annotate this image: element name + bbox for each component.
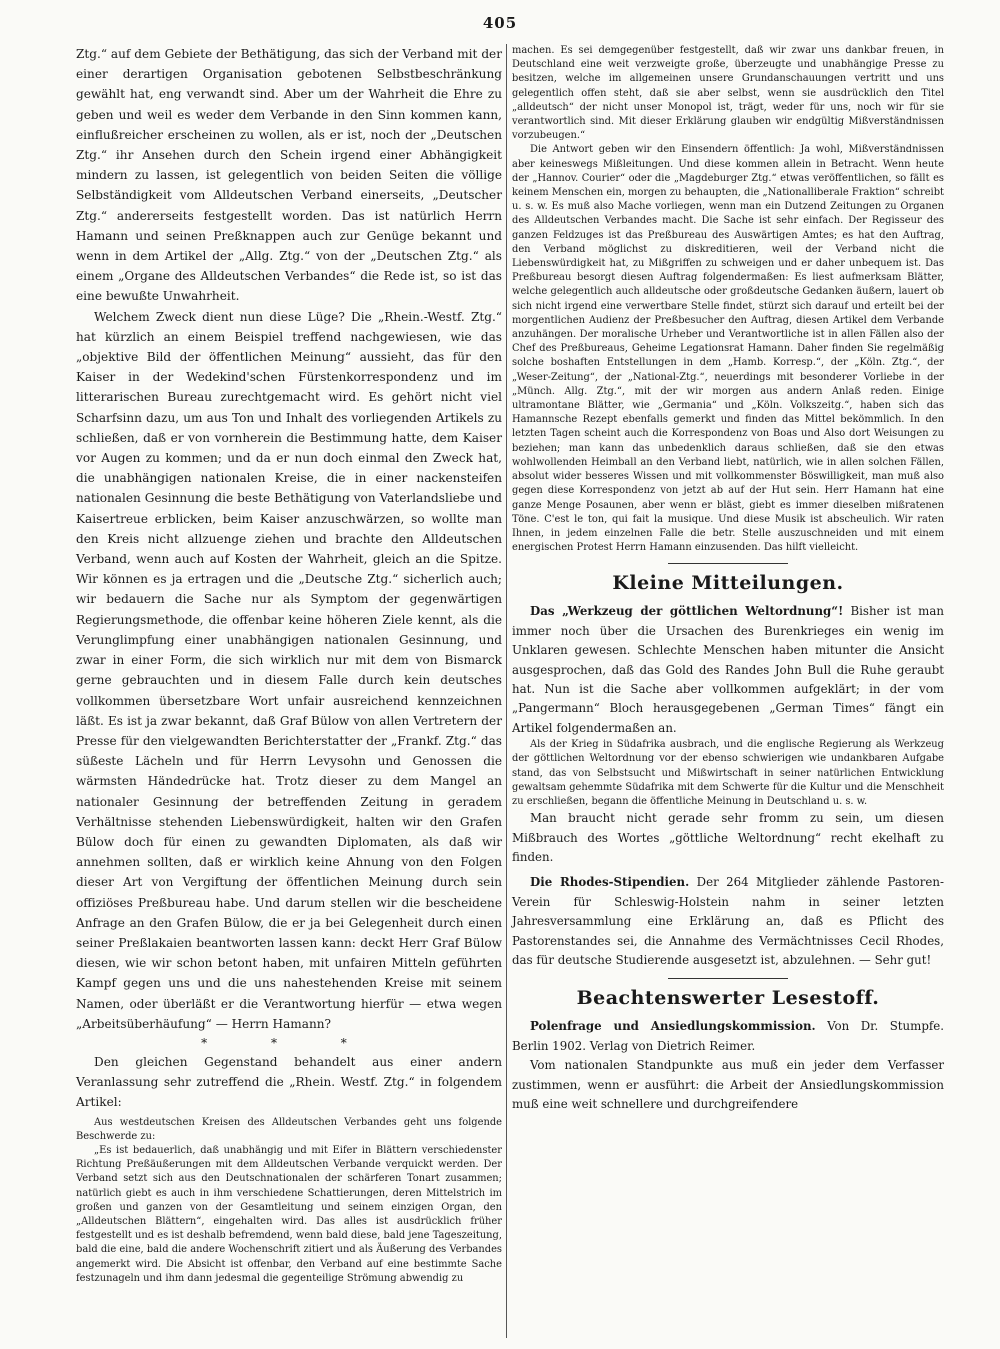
right-column (512, 44, 944, 1114)
paragraph: Den gleichen Gegenstand behandelt aus einer andern Veranlassung sehr zutreffend die „Rhein. Westf. Ztg.“ in folgendem Artikel: (76, 1054, 502, 1110)
quoted-text: Als der Krieg in Südafrika ausbrach, und die englische Regierung als Werkzeug der göttlichen Weltordnung vor der ebenso schwierigen wie undankbaren Aufgabe stand, das von Selbstsucht und Mißwirtschaft in seiner natürlichen Entwicklung gewaltsam gehemmte Südafrika mit dem Schwerte für die Kultur und die Menschheit zu erschließen, begann die öffentliche Meinung in Deutschland u. s. w. (512, 739, 944, 807)
paragraph: Vom nationalen Standpunkte aus muß ein jeder dem Verfasser zustimmen, wenn er ausführt: die Arbeit der Ansiedlungskommission muß eine weit schnellere und durchgreifendere (512, 1058, 944, 1112)
section-separator: * * * (201, 1035, 377, 1050)
page-number: 405 (482, 14, 518, 32)
news-item-text: Bisher ist man immer noch über die Ursachen des Burenkrieges ein wenig im Unklaren gewesen. Schlechte Menschen haben mitunter die Ansicht ausgesprochen, daß das Gold des Randes John Bull die Ruhe geraubt hat. Nun ist die Sache aber vollkommen aufgeklärt; in der vom „Pangermann“ Bloch herausgegebenen „German Times“ fängt ein Artikel folgendermaßen an. (512, 604, 944, 735)
news-item-text: Der 264 Mitglieder zählende Pastoren-Verein für Schleswig-Holstein nahm in seiner letzten Jahresversammlung eine Erklärung an, daß es Pflicht des Pastorenstandes sei, die Annahme des Vermächtnisses Cecil Rhodes, das für deutsche Studierende ausgesetzt ist, abzulehnen. — Sehr gut! (512, 875, 944, 968)
book-title: Polenfrage und Ansiedlungskommission. (530, 1019, 816, 1034)
section-heading: Beachtenswerter Lesestoff. (576, 987, 880, 1010)
paragraph: Welchem Zweck dient nun diese Lüge? Die „Rhein.-Westf. Ztg.“ hat kürzlich an einem Beispiel treffend nachgewiesen, wie das „objektive Bild der öffentlichen Meinung“ aussieht, das für den Kaiser in der Wedekind'schen Fürstenkorrespondenz und im litterarischen Bureau zurechtgemacht wird. Es gehört nicht viel Scharfsinn dazu, um aus Ton und Inhalt des vorliegenden Artikels zu schließen, daß er von vornherein die Bestimmung hatte, dem Kaiser vor Augen zu kommen; und da er nun doch einmal den Zweck hat, die unabhängigen nationalen Kreise, die in einer nackensteifen nationalen Gesinnung die beste Bethätigung von Vaterlandsliebe und Kaisertreue erblicken, beim Kaiser anzuschwärzen, so wollte man den Kreis nicht allzuenge ziehen und brachte den Alldeutschen Verband, wenn auch auf Kosten der Wahrheit, gleich an die Spitze. Wir können es ja ertragen und die „Deutsche Ztg.“ sicherlich auch; wir bedauern die Sache nur als Symptom der gegenwärtigen Regierungsmethode, die offenbar keine höheren Ziele kennt, als die Verunglimpfung einer unabhängigen nationalen Gesinnung, und zwar in einer Form, die sich wirklich nur mit dem von Bismarck gerne gebrauchten und in diesem Falle durch kein deutsches vollkommen übersetzbare Wort unfair ausreichend kennzeichnen läßt. Es ist ja zwar bekannt, daß Graf Bülow von allen Vertretern der Presse für den vielgewandten Berichterstatter der „Frankf. Ztg.“ das süßeste Lächeln und für Herrn Levysohn und Genossen die wärmsten Händedrücke hat. Trotz dieser zu dem Mangel an nationaler Gesinnung der betreffenden Zeitung in geradem Verhältnisse stehenden Liebenswürdigkeit, halten wir den Grafen Bülow doch für einen zu gewandten Diplomaten, als daß wir annehmen sollten, daß er wirklich keine Ahnung von den Folgen dieser Art von Vergiftung der öffentlichen Meinung durch sein offiziöses Preßbureau habe. Und darum stellen wir die bescheidene Anfrage an den Grafen Bülow, die er ja bei Gelegenheit durch einen seiner Preßlakaien beantworten lassen kann: deckt Herr Graf Bülow diesen, wie wir schon betont haben, mit unfairen Mitteln geführten Kampf gegen uns und die uns nahestehenden Kreise mit seinem Namen, oder überläßt er die Verantwortung hierfür — etwa wegen „Arbeitsüberhäufung“ — Herrn Hamann? (76, 309, 502, 1031)
book-entry (512, 1017, 944, 1056)
section-heading: Kleine Mitteilungen. (612, 572, 844, 595)
paragraph: Man braucht nicht gerade sehr fromm zu sein, um diesen Mißbrauch des Wortes „göttliche Weltordnung“ recht ekelhaft zu finden. (512, 811, 944, 864)
book-meta: Von Dr. Stumpfe. Berlin 1902. Verlag von Dietrich Reimer. (512, 1019, 944, 1053)
column-divider (506, 44, 507, 1338)
left-column (76, 44, 502, 1286)
news-item-title: Das „Werkzeug der göttlichen Weltordnung“! (530, 604, 844, 619)
divider (668, 563, 788, 564)
quoted-text: Die Antwort geben wir den Einsendern öffentlich: Ja wohl, Mißverständnissen aber keineswegs Mißleitungen. Und diese kommen allein in Betracht. Wenn heute der „Hannov. Courier“ oder die „Magdeburger Ztg.“ etwas veröffentlichen, so fällt es keinem Menschen ein, morgen zu behaupten, die „Nationalliberale Fraktion“ schreibt u. s. w. Es muß also Mache vorliegen, wenn man ein Dutzend Zeitungen zu Organen des Alldeutschen Verbandes macht. Die Sache ist sehr einfach. Der Regisseur des ganzen Feldzuges ist das Preßbureau des Auswärtigen Amtes; es hat den Auftrag, den Verband möglichst zu diskreditieren, weil der Verband nicht die Liebenswürdigkeit hat, zu Mißgriffen zu schweigen und er daher unbequem ist. Das Preßbureau besorgt diesen Auftrag folgendermaßen: Es liest aufmerksam Blätter, welche gelegentlich auch alldeutsche oder großdeutsche Gedanken äußern, lauert ob sich nicht irgend eine verwertbare Stelle findet, stürzt sich darauf und erteilt bei der morgentlichen Audienz der Preßbesucher den Auftrag, diesen Artikel dem Verbande anzuhängen. Der moralische Urheber und Verantwortliche ist in allen Fällen also der Chef des Preßbureaus, Geheime Legationsrat Hamann. Daher finden Sie regelmäßig solche boshaften Entstellungen in dem „Hamb. Korresp.“, der „Köln. Ztg.“, der „Weser-Zeitung“, der „National-Ztg.“, neuerdings mit besonderer Vorliebe in der „Münch. Allg. Ztg.“, mit der wir morgen aus andern Anlaß reden. Einige ultramontane Blätter, wie „Germania“ und „Köln. Volkszeitg.“, haben sich das Hamannsche Rezept ebenfalls gemerkt und finden das Mittel bekömmlich. In den letzten Tagen scheint auch die Korrespondenz von Boas und Also dort Weisungen zu beziehen; man kann das unbedenklich daraus schließen, daß sie den etwas wohlwollenden Heimball an den Verband liebt, natürlich, wie in allen solchen Fällen, absolut wider besseres Wissen und mit vollkommenster Böswilligkeit, man muß also gegen diese Korrespondenz von jetzt ab auf der Hut sein. Herr Hamann hat eine ganze Menge Posaunen, aber wenn er bläst, giebt es immer dieselben mißratenen Töne. C'est le ton, qui fait la musique. Und diese Musik ist abscheulich. Wir raten Ihnen, in jedem einzelnen Falle die betr. Stelle auszuschneiden und mit einem energischen Protest Herrn Hamann einzusenden. Das hilft vielleicht. (512, 144, 944, 554)
divider (668, 978, 788, 979)
paragraph: Ztg.“ auf dem Gebiete der Bethätigung, das sich der Verband mit der einer derartigen Organisation gebotenen Selbstbeschränkung gewählt hat, eng verwandt sind. Aber um der Wahrheit die Ehre zu geben und weil es weder dem Verbande in den Sinn kommen kann, einflußreicher erscheinen zu wollen, als er ist, noch der „Deutschen Ztg.“ ihr Ansehen durch den Schein irgend einer Abhängigkeit mindern zu lassen, ist gelegentlich von beiden Seiten die völlige Selbständigkeit vom Alldeutschen Verband einerseits, „Deutscher Ztg.“ andererseits festgestellt worden. Das ist natürlich Herrn Hamann und seinen Preßknappen auch zur Genüge bekannt und wenn in dem Artikel der „Allg. Ztg.“ von der „Deutschen Ztg.“ als einem „Organe des Alldeutschen Verbandes“ die Rede ist, so ist das eine bewußte Unwahrheit. (76, 47, 502, 304)
news-item-title: Die Rhodes-Stipendien. (530, 875, 690, 890)
news-item (512, 873, 944, 970)
news-item (512, 602, 944, 738)
quoted-text: „Es ist bedauerlich, daß unabhängig und mit Eifer in Blättern verschiedenster Richtung Preßäußerungen mit dem Alldeutschen Verbande verquickt werden. Der Verband setzt sich aus den Deutschnationalen der schärferen Tonart zusammen; natürlich giebt es auch in ihm verschiedene Schattierungen, deren Mittelstrich im großen und ganzen von der Gesamtleitung und seinem einzigen Organ, den „Alldeutschen Blättern“, eingehalten wird. Das alles ist ausdrücklich früher festgestellt und es ist deshalb befremdend, wenn bald diese, bald jene Tageszeitung, bald die eine, bald die andere Wochenschrift zitiert und als Äußerung des Verbandes angemerkt wird. Die Absicht ist offenbar, den Verband auf eine bestimmte Sache festzunageln und ihm dann jedesmal die gegenteilige Strömung abwendig zu (76, 1144, 502, 1284)
quoted-text: machen. Es sei demgegenüber festgestellt, daß wir zwar uns dankbar freuen, in Deutschland eine weit verzweigte große, überzeugte und unabhängige Presse zu besitzen, welche im allgemeinen unsere Grundanschauungen vertritt und uns gelegentlich offen steht, daß sie aber selbst, wenn sie ausdrücklich den Titel „alldeutsch“ der nicht unser Monopol ist, trägt, weder für uns, noch wir für sie verantwortlich sind. Mit dieser Erklärung glauben wir endgültig Mißverständnissen vorzubeugen.“ (512, 45, 944, 142)
quoted-text: Aus westdeutschen Kreisen des Alldeutschen Verbandes geht uns folgende Beschwerde zu: (76, 1116, 502, 1142)
